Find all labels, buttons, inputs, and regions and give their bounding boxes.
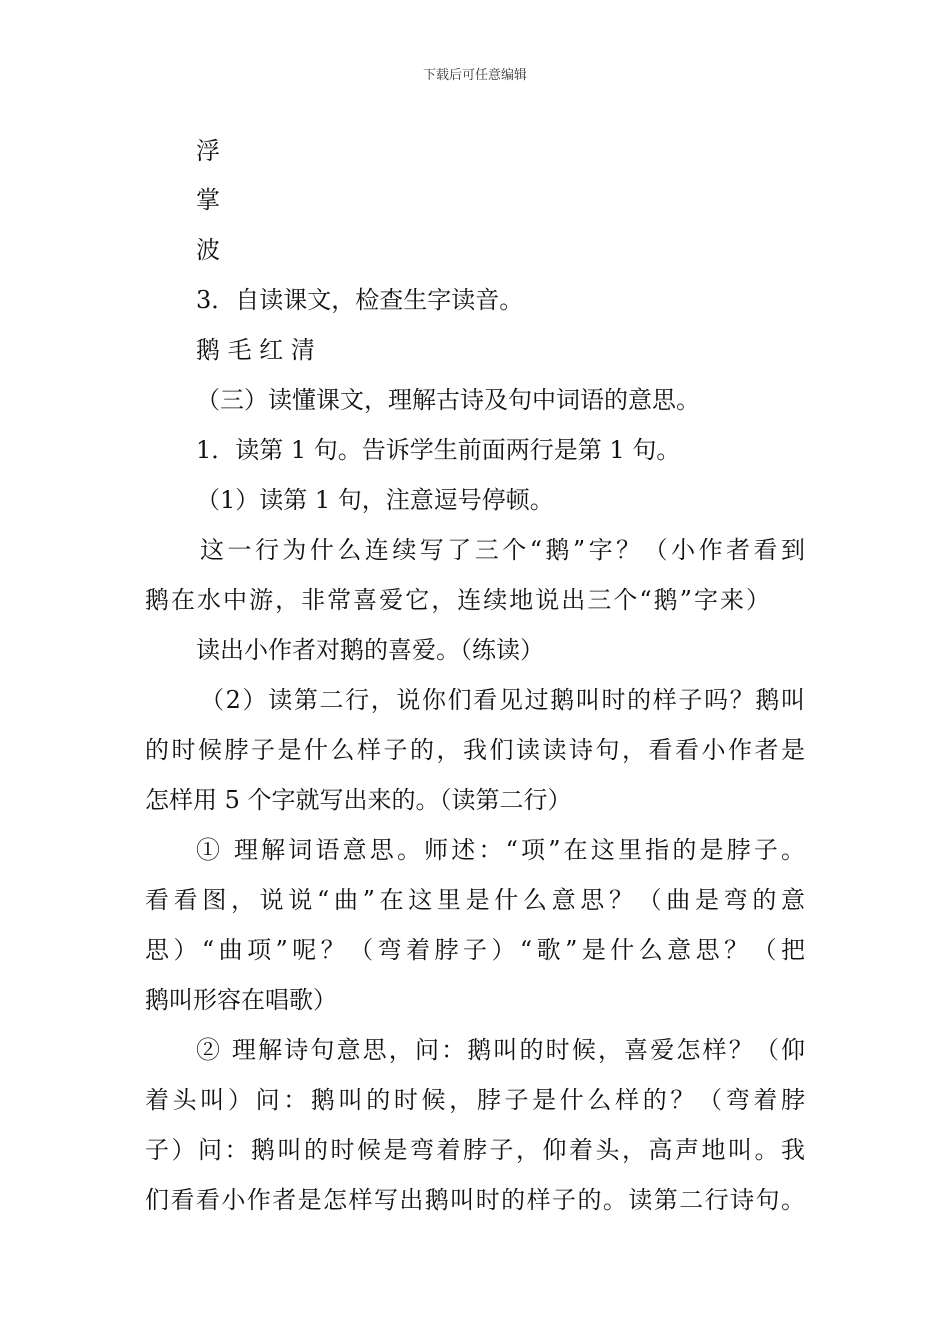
paragraph-line: 的时候脖子是什么样子的，我们读读诗句，看看小作者是 [145, 736, 805, 764]
paragraph-line: （2）读第二行，说你们看见过鹅叫时的样子吗？鹅叫 [200, 686, 805, 714]
paragraph-line: 思）“曲项”呢？（弯着脖子）“歌”是什么意思？（把 [145, 936, 805, 964]
section-3-heading: （三）读懂课文，理解古诗及句中词语的意思。 [196, 386, 700, 414]
char-list: 鹅 毛 红 清 [196, 336, 315, 364]
paragraph-line: 看看图，说说“曲”在这里是什么意思？（曲是弯的意 [145, 886, 805, 914]
char-line-fu: 浮 [196, 137, 220, 165]
paragraph-line: 读出小作者对鹅的喜爱。（练读） [196, 636, 544, 664]
step-3-heading: 3．自读课文，检查生字读音。 [196, 286, 524, 314]
paragraph-line: ① 理解词语意思。师述：“项”在这里指的是脖子。 [196, 836, 805, 864]
paragraph-line: 怎样用 5 个字就写出来的。（读第二行） [145, 786, 572, 814]
paragraph-line: 鹅在水中游，非常喜爱它，连续地说出三个“鹅”字来） [145, 586, 770, 614]
paragraph-line: 子）问：鹅叫的时候是弯着脖子，仰着头，高声地叫。我 [145, 1136, 805, 1164]
paragraph-line: 着头叫）问：鹅叫的时候，脖子是什么样的？（弯着脖 [145, 1086, 805, 1114]
paragraph-line: 鹅叫形容在唱歌） [145, 986, 337, 1014]
paragraph-line: 们看看小作者是怎样写出鹅叫时的样子的。读第二行诗句。 [145, 1186, 805, 1214]
paragraph-line: ② 理解诗句意思，问：鹅叫的时候，喜爱怎样？（仰 [196, 1036, 805, 1064]
step-1-heading: 1．读第 1 句。告诉学生前面两行是第 1 句。 [196, 436, 681, 464]
char-line-bo: 波 [196, 236, 220, 264]
paragraph-line: 这一行为什么连续写了三个“鹅”字？（小作者看到 [200, 536, 805, 564]
page-header: 下载后可任意编辑 [422, 68, 527, 83]
char-line-zhang: 掌 [196, 186, 220, 214]
sub-step-1: （1）读第 1 句，注意逗号停顿。 [196, 486, 554, 514]
